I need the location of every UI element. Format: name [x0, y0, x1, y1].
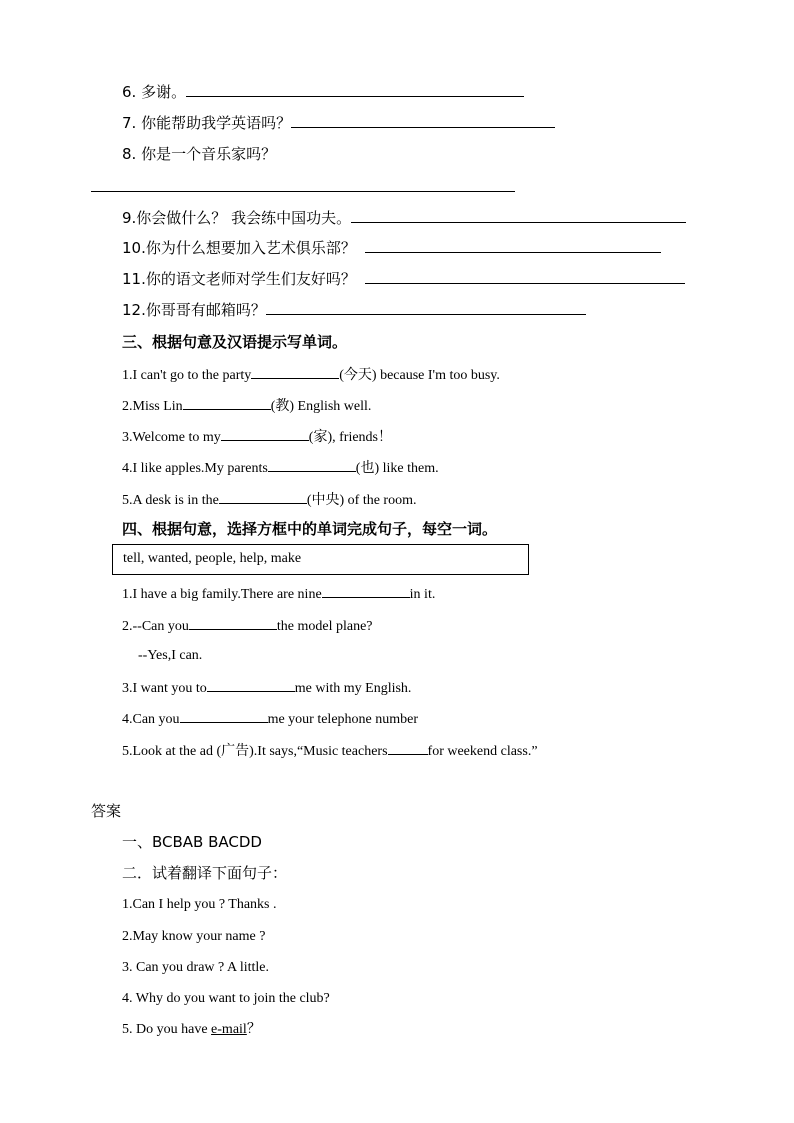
answers-part-1: 一、BCBAB BACDD [122, 833, 262, 851]
section-4-item-5 [122, 740, 538, 762]
answer-blank[interactable] [183, 395, 271, 410]
word-box-text: tell, wanted, people, help, make [123, 551, 302, 566]
answer-blank[interactable] [266, 300, 586, 315]
answer-item-1: 1.Can I help you ? Thanks . [122, 897, 277, 912]
translate-item-12 [122, 300, 586, 320]
translate-item-9-text: 9.你会做什么？ 我会练中国功夫。 [122, 209, 352, 227]
answer-item-4: 4. Why do you want to join the club? [122, 991, 330, 1006]
item-text: (家), friends！ [308, 430, 392, 445]
item-text: 1.I have a big family.There are nine [122, 587, 322, 602]
section-3-heading: 三、根据句意及汉语提示写单词。 [122, 333, 348, 351]
answer-blank[interactable] [219, 489, 307, 504]
answer-blank[interactable] [291, 113, 555, 128]
item-text: in it. [409, 587, 436, 602]
item-text: (教) English well. [270, 399, 372, 414]
item-text: (中央) of the room. [306, 493, 417, 508]
translate-item-6-text: 6. 多谢。 [122, 83, 187, 101]
answer-blank-8[interactable] [91, 177, 515, 192]
answer-blank[interactable] [365, 269, 685, 284]
item-text: for weekend class.” [427, 744, 538, 759]
answer-blank[interactable] [221, 426, 309, 441]
answer-blank[interactable] [186, 82, 524, 97]
answer-blank[interactable] [180, 708, 268, 723]
translate-item-9 [122, 208, 686, 228]
item-text: 5.Look at the ad (广告).It says,“Music teachers [122, 744, 388, 759]
answer-blank[interactable] [207, 677, 295, 692]
answer-blank[interactable] [322, 583, 410, 598]
item-text: me your telephone number [267, 712, 419, 727]
translate-item-10-text: 10.你为什么想要加入艺术俱乐部？ [122, 239, 356, 257]
answer-blank[interactable] [365, 238, 661, 253]
answers-part-2-heading: 二．试着翻译下面句子： [122, 864, 288, 882]
item-text: ？ [246, 1022, 261, 1037]
translate-item-10 [122, 238, 661, 258]
answer-item-5 [122, 1020, 261, 1040]
section-3-item-1 [122, 364, 500, 386]
section-3-item-5 [122, 489, 417, 511]
item-text: (也) like them. [355, 461, 439, 476]
translate-item-12-text: 12.你哥哥有邮箱吗？ [122, 301, 266, 319]
section-4-item-2-reply [138, 646, 202, 666]
item-text: 2.--Can you [122, 619, 189, 634]
item-text: 5.A desk is in the [122, 493, 219, 508]
section-4-heading: 四、根据句意，选择方框中的单词完成句子，每空一词。 [122, 520, 498, 538]
answer-blank[interactable] [268, 457, 356, 472]
section-4-item-4 [122, 708, 418, 730]
section-3-item-3 [122, 426, 392, 448]
item-text: 3.Welcome to my [122, 430, 221, 445]
section-3-item-4 [122, 457, 439, 479]
underlined-word: e-mail [211, 1022, 247, 1037]
section-4-item-2 [122, 615, 373, 637]
item-text: 4.I like apples.My parents [122, 461, 268, 476]
answer-blank[interactable] [388, 740, 428, 755]
answer-item-3: 3. Can you draw ? A little. [122, 960, 269, 975]
item-text: 3.I want you to [122, 681, 207, 696]
answer-blank[interactable] [251, 364, 339, 379]
item-text: 1.I can't go to the party [122, 368, 252, 383]
answer-blank[interactable] [351, 208, 686, 223]
answer-blank[interactable] [189, 615, 277, 630]
answers-heading: 答案 [91, 802, 122, 820]
item-text: the model plane? [276, 619, 373, 634]
translate-item-8 [122, 144, 276, 164]
translate-item-6 [122, 82, 524, 102]
translate-item-11 [122, 269, 685, 289]
translate-item-7-text: 7. 你能帮助我学英语吗？ [122, 114, 292, 132]
section-3-item-2 [122, 395, 371, 417]
section-4-item-3 [122, 677, 411, 699]
translate-item-7 [122, 113, 555, 133]
word-box [112, 544, 529, 575]
translate-item-8-text: 8. 你是一个音乐家吗？ [122, 145, 277, 163]
section-4-item-1 [122, 583, 435, 605]
item-text: 2.Miss Lin [122, 399, 183, 414]
item-text: me with my English. [294, 681, 412, 696]
answer-item-2: 2.May know your name ? [122, 929, 266, 944]
item-text: --Yes,I can. [138, 648, 203, 663]
item-text: (今天) because I'm too busy. [339, 368, 500, 383]
item-text: 4.Can you [122, 712, 180, 727]
item-text: 5. Do you have [122, 1022, 212, 1037]
translate-item-11-text: 11.你的语文老师对学生们友好吗？ [122, 270, 356, 288]
